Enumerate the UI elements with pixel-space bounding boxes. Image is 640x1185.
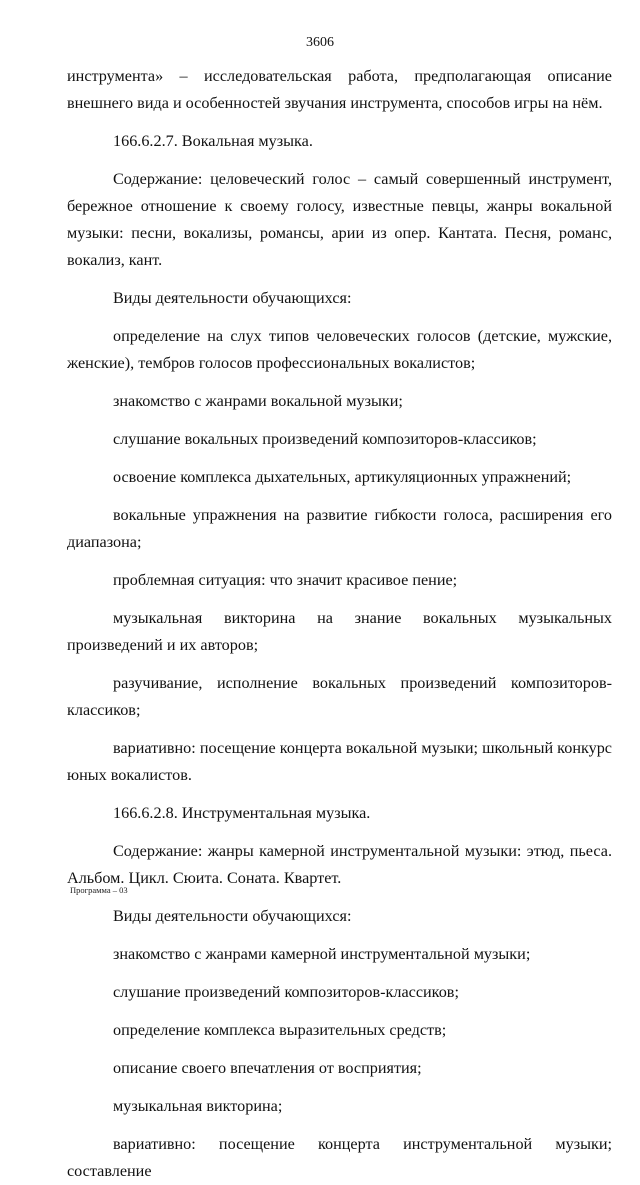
section-heading-instrumental-music: 166.6.2.8. Инструментальная музыка. <box>113 804 371 822</box>
activity-item: вокальные упражнения на развитие гибкости голоса, расширения его диапазона; <box>67 506 612 551</box>
activity-item: вариативно: посещение концерта вокальной музыки; школьный конкурс юных вокалистов. <box>67 739 612 784</box>
paragraph-vocal-content: Содержание: целовеческий голос – самый совершенный инструмент, бережное отношение к своему голосу, известные певцы, жанры вокальной музыки: песни, вокализы, романсы, арии из опер. Кантата. Песня, романс, вокализ, кант. <box>67 170 612 269</box>
section-heading-vocal-music: 166.6.2.7. Вокальная музыка. <box>113 132 313 150</box>
paragraph-activities-heading: Виды деятельности обучающихся: <box>113 907 352 925</box>
activity-item: знакомство с жанрами вокальной музыки; <box>113 392 403 410</box>
paragraph-continuation: инструмента» – исследовательская работа, предполагающая описание внешнего вида и особенностей звучания инструмента, способов игры на нём. <box>67 67 612 112</box>
paragraph-activities-heading: Виды деятельности обучающихся: <box>113 289 352 307</box>
activity-item: знакомство с жанрами камерной инструментальной музыки; <box>113 945 531 963</box>
activity-item: определение на слух типов человеческих голосов (детские, мужские, женские), тембров голосов профессиональных вокалистов; <box>67 327 612 372</box>
activity-item: определение комплекса выразительных средств; <box>113 1021 447 1039</box>
activity-item: музыкальная викторина на знание вокальных музыкальных произведений и их авторов; <box>67 609 612 654</box>
page-number: 3606 <box>306 35 334 50</box>
activity-item: проблемная ситуация: что значит красивое пение; <box>113 571 458 589</box>
activity-item: музыкальная викторина; <box>113 1097 283 1115</box>
activity-item: описание своего впечатления от восприятия; <box>113 1059 422 1077</box>
activity-item: слушание произведений композиторов-классиков; <box>113 983 459 1001</box>
paragraph-instrumental-content: Содержание: жанры камерной инструментальной музыки: этюд, пьеса. Альбом. Цикл. Сюита. Соната. Квартет. <box>67 842 612 887</box>
footer-label: Программа – 03 <box>70 885 128 895</box>
activity-item: разучивание, исполнение вокальных произведений композиторов-классиков; <box>67 674 612 719</box>
activity-item: слушание вокальных произведений композиторов-классиков; <box>113 430 537 448</box>
activity-item: освоение комплекса дыхательных, артикуляционных упражнений; <box>113 468 572 486</box>
document-body <box>67 63 612 1185</box>
activity-item: вариативно: посещение концерта инструментальной музыки; составление <box>67 1135 612 1180</box>
